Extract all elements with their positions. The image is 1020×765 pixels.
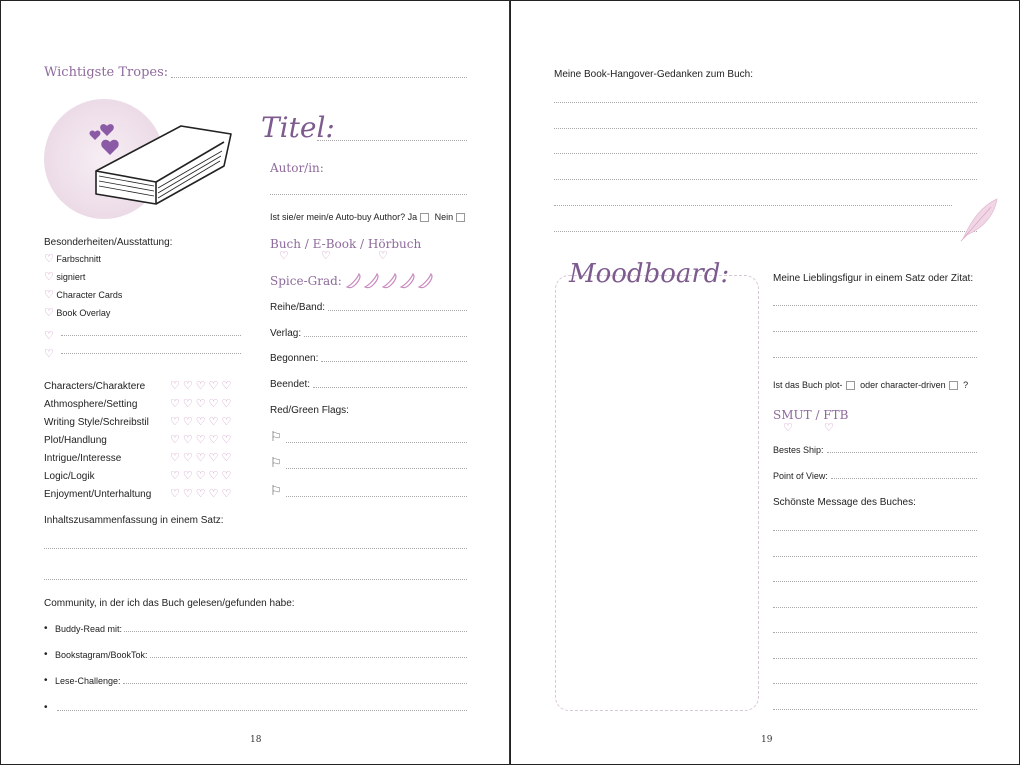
rating-heart-icon[interactable]: ♡ [208, 416, 219, 428]
publisher-label: Verlag: [270, 328, 302, 339]
message-label: Schönste Message des Buches: [773, 497, 916, 508]
right-page [510, 0, 1020, 765]
feature-item[interactable]: ♡ Character Cards [44, 289, 123, 301]
feature-item-blank[interactable] [44, 326, 54, 344]
ftb-heart-icon[interactable]: ♡ [824, 422, 834, 434]
rating-heart-icon[interactable]: ♡ [195, 434, 206, 446]
rating-heart-icon[interactable]: ♡ [182, 416, 193, 428]
message-line[interactable] [773, 607, 977, 608]
book-illustration-icon [41, 96, 241, 221]
rating-heart-icon[interactable]: ♡ [182, 452, 193, 464]
rating-row [44, 466, 244, 484]
rating-heart-icon[interactable]: ♡ [208, 470, 219, 482]
rating-heart-icon[interactable]: ♡ [170, 488, 180, 500]
features-label: Besonderheiten/Ausstattung: [44, 237, 173, 248]
rating-heart-icon[interactable]: ♡ [170, 380, 180, 392]
rating-heart-icon[interactable]: ♡ [208, 434, 219, 446]
moodboard-label: Moodboard: [569, 259, 730, 289]
pov-label: Point of View: [773, 471, 828, 481]
rating-heart-icon[interactable]: ♡ [221, 488, 232, 500]
rating-label: Characters/Charaktere [44, 381, 146, 392]
rating-row [44, 394, 244, 412]
format-label: Buch / E-Book / Hörbuch [270, 237, 422, 251]
favourite-label: Meine Lieblingsfigur in einem Satz oder Zitat: [773, 273, 974, 284]
finished-label: Beendet: [270, 379, 311, 390]
title-label: Titel: [261, 111, 335, 144]
finished-field[interactable] [270, 379, 467, 390]
rating-heart-icon[interactable]: ♡ [208, 488, 219, 500]
autobuy-row [270, 212, 468, 222]
format-book-heart-icon[interactable]: ♡ [279, 250, 289, 262]
rating-heart-icon[interactable]: ♡ [195, 380, 206, 392]
flag-row[interactable] [270, 455, 467, 471]
favourite-line[interactable] [773, 331, 977, 332]
series-field[interactable] [270, 302, 467, 313]
rating-heart-icon[interactable]: ♡ [221, 398, 232, 410]
rating-heart-icon[interactable]: ♡ [195, 452, 206, 464]
flag-icon: ⚐ [270, 483, 282, 498]
rating-label: Plot/Handlung [44, 435, 107, 446]
heart-icon: ♡ [44, 307, 54, 319]
character-driven-checkbox[interactable] [949, 381, 958, 390]
rating-heart-icon[interactable]: ♡ [195, 488, 206, 500]
autobuy-yes-label: Ja [407, 212, 418, 222]
title-line [317, 140, 467, 141]
feature-item[interactable]: ♡ signiert [44, 271, 86, 283]
rating-heart-icon[interactable]: ♡ [182, 470, 193, 482]
rating-heart-icon[interactable]: ♡ [208, 380, 219, 392]
heart-icon: ♡ [44, 348, 54, 360]
rating-row [44, 448, 244, 466]
chili-icon[interactable] [401, 274, 414, 288]
flag-row[interactable] [270, 483, 467, 499]
feather-icon [955, 195, 1001, 243]
heart-icon: ♡ [44, 289, 54, 301]
message-line[interactable] [773, 683, 977, 684]
rating-heart-icon[interactable]: ♡ [170, 470, 180, 482]
plot-question-row: Ist das Buch plot- oder character-driven ? [773, 380, 969, 390]
page-number: 19 [761, 735, 773, 745]
tropes-label: Wichtigste Tropes: [44, 65, 169, 80]
message-line[interactable] [773, 556, 977, 557]
favourite-line[interactable] [773, 305, 977, 306]
rating-hearts [170, 466, 234, 484]
feature-item[interactable]: ♡ Book Overlay [44, 307, 111, 319]
rating-heart-icon[interactable]: ♡ [170, 398, 180, 410]
publisher-field[interactable] [270, 328, 467, 339]
rating-hearts [170, 376, 234, 394]
summary-label: Inhaltszusammenfassung in einem Satz: [44, 515, 224, 526]
rating-heart-icon[interactable]: ♡ [182, 488, 193, 500]
author-label: Autor/in: [270, 161, 324, 175]
summary-line[interactable] [44, 548, 467, 549]
rating-label: Writing Style/Schreibstil [44, 417, 149, 428]
ship-field[interactable] [773, 445, 977, 455]
autobuy-no-label: Nein [434, 212, 454, 222]
rating-heart-icon[interactable]: ♡ [170, 452, 180, 464]
rating-row [44, 376, 244, 394]
heart-icon: ♡ [44, 253, 54, 265]
rating-heart-icon[interactable]: ♡ [221, 452, 232, 464]
feature-item-blank[interactable] [44, 344, 54, 362]
hangover-line[interactable] [554, 205, 952, 206]
hangover-line[interactable] [554, 179, 977, 180]
rating-label: Enjoyment/Unterhaltung [44, 489, 152, 500]
autobuy-yes-checkbox[interactable] [420, 213, 429, 222]
favourite-line[interactable] [773, 357, 977, 358]
rating-heart-icon[interactable]: ♡ [182, 398, 193, 410]
chili-icon[interactable] [365, 274, 378, 288]
autobuy-question: Ist sie/er mein/e Auto-buy Author? [270, 212, 406, 222]
autobuy-no-checkbox[interactable] [456, 213, 465, 222]
page-number: 18 [250, 735, 262, 745]
feature-item[interactable]: ♡ Farbschnitt [44, 253, 101, 265]
tropes-field [44, 65, 467, 80]
started-field[interactable] [270, 353, 467, 364]
smut-heart-icon[interactable]: ♡ [783, 422, 793, 434]
format-audiobook-heart-icon[interactable]: ♡ [378, 250, 388, 262]
community-item[interactable]: • Buddy-Read mit: [44, 623, 467, 634]
rating-label: Intrigue/Interesse [44, 453, 122, 464]
community-item[interactable]: • Bookstagram/BookTok: [44, 649, 467, 660]
rating-heart-icon[interactable]: ♡ [208, 398, 219, 410]
hangover-line[interactable] [554, 128, 977, 129]
message-line[interactable] [773, 658, 977, 659]
chili-icon[interactable] [383, 274, 396, 288]
rating-label: Logic/Logik [44, 471, 95, 482]
ship-label: Bestes Ship: [773, 445, 824, 455]
rating-heart-icon[interactable]: ♡ [182, 434, 193, 446]
flag-row[interactable] [270, 429, 467, 445]
rating-hearts [170, 412, 234, 430]
heart-icon: ♡ [44, 330, 54, 342]
summary-line[interactable] [44, 579, 467, 580]
flag-icon: ⚐ [270, 429, 282, 444]
rating-heart-icon[interactable]: ♡ [221, 416, 232, 428]
message-line[interactable] [773, 709, 977, 710]
rating-heart-icon[interactable]: ♡ [208, 452, 219, 464]
hangover-label: Meine Book-Hangover-Gedanken zum Buch: [554, 69, 753, 80]
spice-label: Spice-Grad: [270, 274, 342, 288]
rating-heart-icon[interactable]: ♡ [195, 416, 206, 428]
flags-label: Red/Green Flags: [270, 405, 349, 416]
rating-label: Athmosphere/Setting [44, 399, 138, 410]
smut-label: SMUT / FTB [773, 408, 849, 422]
hangover-line[interactable] [554, 153, 977, 154]
rating-heart-icon[interactable]: ♡ [195, 398, 206, 410]
author-line [270, 194, 467, 195]
format-ebook-heart-icon[interactable]: ♡ [321, 250, 331, 262]
hangover-line[interactable] [554, 102, 977, 103]
rating-heart-icon[interactable]: ♡ [182, 380, 193, 392]
rating-hearts [170, 394, 234, 412]
rating-hearts [170, 484, 234, 502]
hangover-line[interactable] [554, 231, 977, 232]
rating-row [44, 484, 244, 502]
rating-heart-icon[interactable]: ♡ [221, 380, 232, 392]
flag-icon: ⚐ [270, 455, 282, 470]
started-label: Begonnen: [270, 353, 319, 364]
community-label: Community, in der ich das Buch gelesen/gefunden habe: [44, 598, 295, 609]
rating-heart-icon[interactable]: ♡ [221, 434, 232, 446]
moodboard-area[interactable] [555, 275, 759, 711]
message-line[interactable] [773, 632, 977, 633]
message-line[interactable] [773, 581, 977, 582]
rating-row [44, 430, 244, 448]
pov-field[interactable] [773, 471, 977, 481]
rating-heart-icon[interactable]: ♡ [170, 434, 180, 446]
community-item[interactable]: • [44, 702, 467, 713]
rating-hearts [170, 430, 234, 448]
rating-heart-icon[interactable]: ♡ [195, 470, 206, 482]
rating-row [44, 412, 244, 430]
community-item[interactable]: • Lese-Challenge: [44, 675, 467, 686]
plot-driven-checkbox[interactable] [846, 381, 855, 390]
heart-icon: ♡ [44, 271, 54, 283]
rating-heart-icon[interactable]: ♡ [170, 416, 180, 428]
series-label: Reihe/Band: [270, 302, 326, 313]
chili-icon[interactable] [419, 274, 432, 288]
rating-heart-icon[interactable]: ♡ [221, 470, 232, 482]
spice-row [270, 272, 440, 290]
spice-rating [345, 272, 440, 290]
message-line[interactable] [773, 530, 977, 531]
rating-hearts [170, 448, 234, 466]
chili-icon[interactable] [347, 274, 360, 288]
